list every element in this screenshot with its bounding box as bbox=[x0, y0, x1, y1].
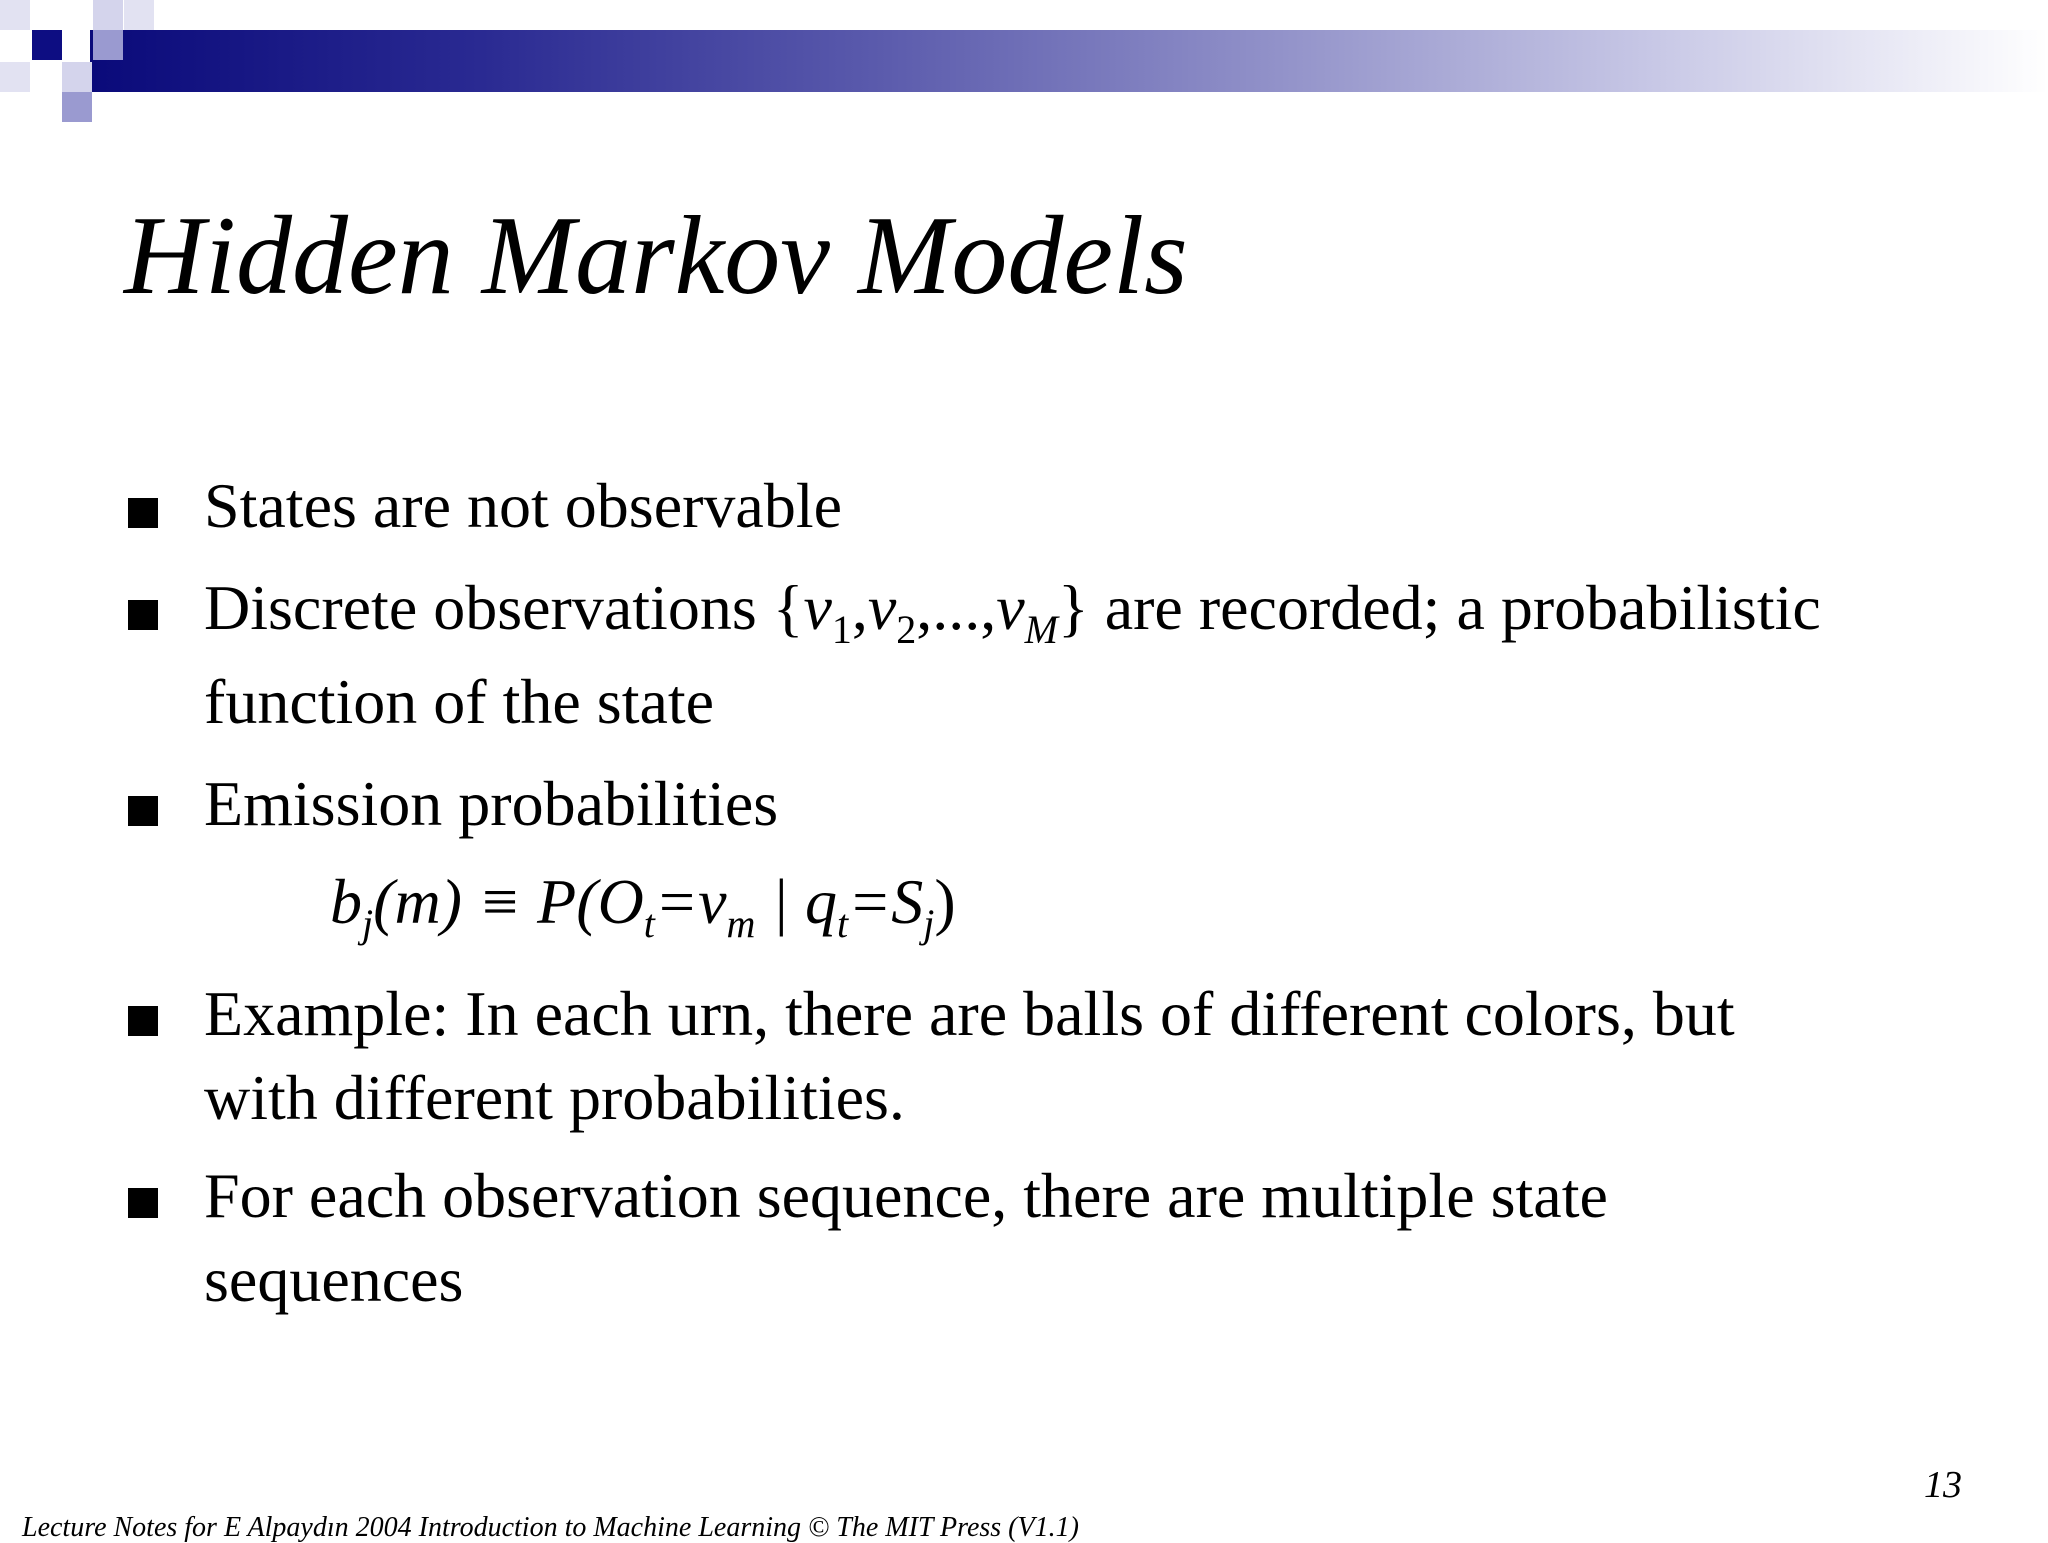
math-subscript: j bbox=[362, 901, 374, 946]
gradient-band bbox=[90, 30, 2048, 92]
math-var: | q bbox=[755, 866, 837, 937]
text-segment: ,..., bbox=[916, 572, 997, 643]
decor-square-light bbox=[0, 0, 30, 30]
square-bullet-icon bbox=[128, 600, 158, 630]
math-subscript: M bbox=[1024, 607, 1058, 652]
square-bullet-icon bbox=[128, 1188, 158, 1218]
text-segment: ) bbox=[934, 866, 956, 937]
math-var: ≡ P( bbox=[461, 866, 598, 937]
bullet-text: Example: In each urn, there are balls of different colors, but bbox=[204, 978, 1735, 1049]
math-var: v bbox=[996, 572, 1025, 643]
math-var: v bbox=[867, 572, 897, 643]
square-bullet-icon bbox=[128, 498, 158, 528]
text-segment: Discrete observations { bbox=[204, 572, 804, 643]
math-subscript: m bbox=[726, 901, 756, 946]
math-var: =S bbox=[848, 866, 924, 937]
decor-square-light bbox=[62, 62, 92, 92]
math-var: O bbox=[597, 866, 644, 937]
emission-formula bbox=[330, 858, 956, 946]
bullet-text: Emission probabilities bbox=[204, 768, 779, 839]
math-var: b bbox=[330, 866, 362, 937]
page-number: 13 bbox=[1924, 1464, 1962, 1506]
math-var: =v bbox=[654, 866, 727, 937]
decor-square-dark bbox=[32, 30, 62, 60]
math-subscript: 2 bbox=[896, 607, 917, 652]
decor-square-light bbox=[93, 0, 123, 30]
math-var: v bbox=[803, 572, 832, 643]
bullet-text-continuation: with different probabilities. bbox=[204, 1062, 905, 1133]
footer-citation: Lecture Notes for E Alpaydın 2004 Introduction to Machine Learning © The MIT Press (V1.1) bbox=[22, 1512, 1079, 1543]
math-subscript: j bbox=[923, 901, 935, 946]
square-bullet-icon bbox=[128, 796, 158, 826]
bullet-text bbox=[204, 564, 1821, 652]
bullet-text-continuation: sequences bbox=[204, 1244, 464, 1315]
text-segment: } are recorded; a probabilistic bbox=[1057, 572, 1821, 643]
text-segment: , bbox=[851, 572, 868, 643]
math-var: (m) bbox=[373, 866, 462, 937]
slide-title: Hidden Markov Models bbox=[124, 194, 1188, 318]
decor-square-mid bbox=[93, 30, 123, 60]
math-subscript: t bbox=[836, 901, 849, 946]
decor-square-light bbox=[0, 62, 30, 92]
math-subscript: t bbox=[643, 901, 655, 946]
decor-square-light bbox=[124, 0, 154, 30]
decor-square-mid bbox=[62, 92, 92, 122]
math-subscript: 1 bbox=[831, 607, 852, 652]
bullet-text: States are not observable bbox=[204, 470, 842, 541]
square-bullet-icon bbox=[128, 1006, 158, 1036]
bullet-text: For each observation sequence, there are multiple state bbox=[204, 1160, 1608, 1231]
bullet-text-continuation: function of the state bbox=[204, 666, 715, 737]
